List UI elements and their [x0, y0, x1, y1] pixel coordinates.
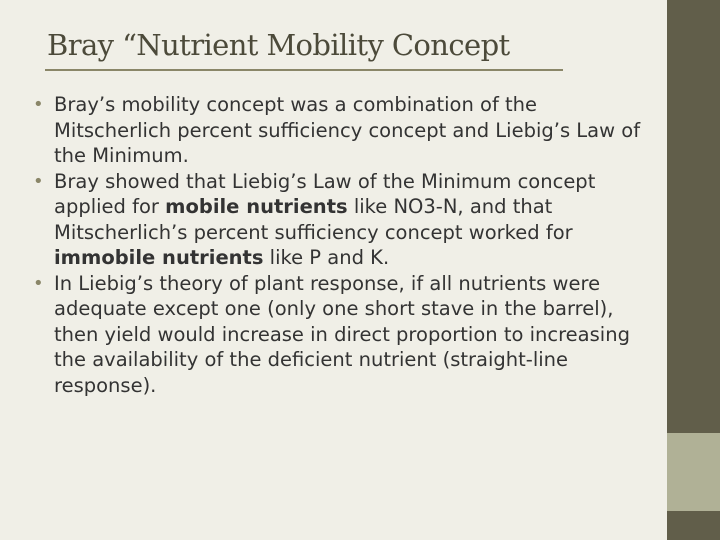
- bullet-icon: •: [33, 272, 44, 294]
- bullet-list: [30, 92, 655, 398]
- bullet-item-3: [30, 271, 655, 399]
- bullet-icon: •: [33, 170, 44, 192]
- bullet-text-part: like NO3-N, and that Mitscherlich’s percent sufficiency concept worked for: [54, 195, 573, 244]
- bullet-item-2: [30, 169, 655, 271]
- bullet-text: In Liebig’s theory of plant response, if all nutrients were adequate except one (only one short stave in the barrel), then yield would increase in direct proportion to increasing the availability of the deficient nutrient (straight-line response).: [54, 271, 630, 397]
- bullet-icon: •: [33, 94, 44, 115]
- bullet-text-part: Bray showed that Liebig’s Law of the Minimum concept applied for: [54, 169, 596, 218]
- bold-term-mobile-nutrients: mobile nutrients: [165, 195, 348, 218]
- title-underline: [45, 69, 563, 71]
- bullet-text: Bray’s mobility concept was a combination of the Mitscherlich percent sufficiency concept and Liebig’s Law of the Minimum.: [54, 93, 641, 167]
- sidebar-accent-block: [667, 433, 720, 511]
- slide-title: Bray “Nutrient Mobility Concept: [47, 28, 510, 62]
- bullet-item-1: [30, 92, 655, 169]
- bold-term-immobile-nutrients: immobile nutrients: [54, 246, 264, 269]
- bullet-text-part: like P and K.: [263, 246, 390, 269]
